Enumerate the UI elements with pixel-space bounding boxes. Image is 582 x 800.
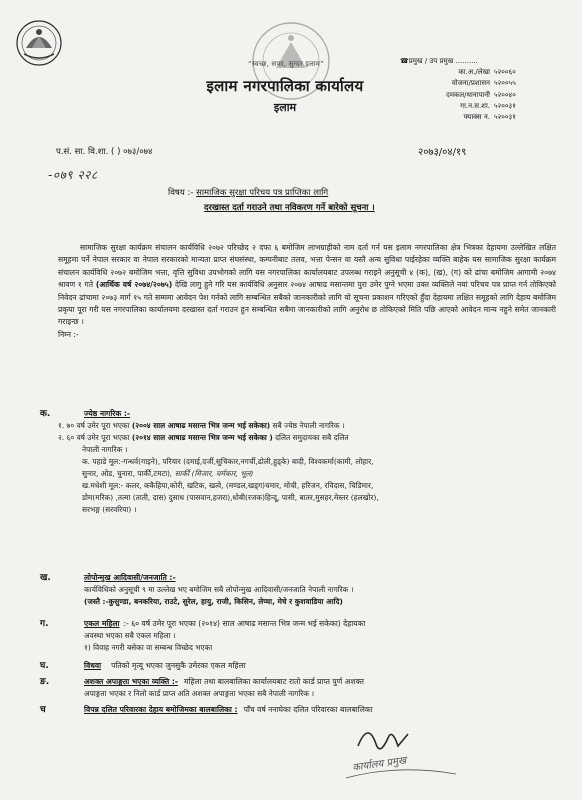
section-title: लोपोन्मुख आदिवासी/जनजाति :- bbox=[84, 573, 176, 582]
handwritten-addition: , सार्की (मिजार, चर्मकार, भूल) bbox=[170, 469, 254, 478]
section-line: :- ६० वर्ष उमेर पूरा भएका (२०१४) साल आषाढ मसान्त भित्र जन्म भई सकेका) देहायका bbox=[123, 619, 366, 628]
section-line: १) विवाह नगरी बसेका वा सम्बन्ध विच्छेद भएका bbox=[84, 643, 213, 652]
letter-date: २०७३/०४/१९ bbox=[418, 147, 467, 158]
subject-block bbox=[168, 186, 548, 216]
contact-label: फ्याक्स न. bbox=[463, 113, 490, 122]
contact-value: ५२००३१ bbox=[494, 101, 516, 110]
handwritten-dispatch-number: -०७९ २२८ bbox=[48, 168, 98, 182]
contact-value: ५२००६० bbox=[494, 68, 516, 77]
office-place: इलाम bbox=[273, 101, 297, 114]
subject-line-1 bbox=[168, 186, 548, 201]
contact-row bbox=[394, 112, 574, 123]
contact-label: गा.न.स.शा. bbox=[460, 101, 490, 110]
office-name: इलाम नगरपालिका कार्यालय bbox=[206, 77, 364, 95]
section-line: महिला तथा बालबालिका कार्यालयबाट रातो कार्ड प्राप्त पुर्ण अशक्त bbox=[184, 677, 364, 686]
section-letter: च bbox=[40, 705, 46, 715]
section-title: ज्येष्ठ नागरिक :- bbox=[84, 409, 131, 418]
body-text-bold: (आर्थिक वर्ष २०७४/२०७५) bbox=[95, 280, 173, 290]
contact-head: ☎प्रमुख / उप प्रमुख .......... bbox=[400, 57, 478, 65]
notice-body bbox=[58, 242, 556, 341]
section-letter: घ. bbox=[40, 661, 49, 671]
subject-line-2: दरखास्त दर्ता गराउने तथा नविकरण गर्ने बारेको सूचना । bbox=[204, 203, 375, 213]
section-gha-header bbox=[40, 660, 560, 672]
contact-label: दमकल/थानापानी bbox=[446, 90, 490, 99]
section-cha bbox=[40, 704, 560, 716]
list-item bbox=[40, 420, 560, 432]
section-line: (जस्तै :-कुसुण्डा, बनकरिया, राउटे, सुरेल, हायु, राजी, किसिन, लेप्चा, मेचे र कुशवाडिया आदि) bbox=[84, 597, 343, 606]
subject-text-1: सामाजिक सुरक्षा परिचय पत्र प्राप्तिका लागि bbox=[196, 188, 329, 198]
sub-item-madhesh: ख.मधेशी मूल:- कलर, ककैहिया,कोरी, खटिक, खत्वे, (मण्डल,खड्ग)चमार, मोची, हरिजन, रविदास, चिडिमार, bbox=[82, 481, 374, 490]
section-ga bbox=[40, 618, 560, 654]
item-bold: (२००४ साल आषाढ मसान्त भित्र जन्म भई सकेका) bbox=[131, 421, 271, 430]
contact-label: योजना/प्रशासन bbox=[451, 79, 490, 88]
list-item bbox=[40, 432, 560, 444]
subject-prefix: विषय :- bbox=[168, 188, 194, 198]
body-text-1: सामाजिक सुरक्षा कार्यक्रम संचालन कार्यविधि २०७२ परिच्छेद २ दफा ६ बमोजिम लाभग्राहीको नाम दर्ता गर्न यस इलाम नगरपालिका क्षेत्र भित्रका देहायमा उल्लेखित लक्षित समूहमा पर्ने नेपाल सरकार वा नेपाल सरकारको मान्यता प्राप्त संघसंस्था, कम्पनीबाट तलव, भत्ता पेन्सन वा यस्तै अन्य सुविधा पाईरहेका व्यक्ति बाहेक यस सामाजिक सुरक्षा कार्यक्रम संचालन कार्यविधि २०७२ बमोजिम भत्ता, वृत्ति सुविधा उपभोगको लागि यस नगरपालिका कार्यालयबाट उपलब्ध गराइने अनुसूची ४ (क), (ख), (ग) को ढांचा बमोजिम आगामी २०७४ श्रावण १ गते bbox=[58, 243, 556, 290]
contact-value: ५२००४० bbox=[494, 90, 516, 99]
contact-value: ५२००३१ bbox=[494, 113, 516, 122]
section-line: पाँच वर्ष ननाघेका दलित परिवारका बालबालिका bbox=[243, 705, 373, 714]
section-title: विपन्न दलित परिवारका देहाय बमोजिमका बालबालिका : bbox=[84, 705, 238, 714]
contact-row bbox=[394, 78, 574, 89]
contact-label: का.अ./लेखा bbox=[458, 68, 490, 77]
contact-row bbox=[394, 90, 574, 101]
item-bold: (२०१४ साल आषाढ मसान्त भित्र जन्म भई सकेका ) bbox=[131, 433, 273, 442]
section-ka-header bbox=[40, 408, 560, 420]
section-title: विधवा bbox=[84, 661, 102, 670]
section-kha bbox=[40, 572, 560, 608]
sub-item-hill-cont bbox=[40, 468, 560, 480]
sub-item-madhesh-cont: सरभङ्ग (सरवरिया) । bbox=[82, 505, 137, 514]
section-title: एकल महिला bbox=[84, 619, 120, 628]
item-text: १. ७० वर्ष उमेर पूरा भएका bbox=[58, 421, 130, 430]
section-line: पतिको मृत्यू भएका जुनसुकै उमेरका एकल महिला bbox=[111, 661, 246, 670]
section-letter: ख. bbox=[40, 573, 51, 583]
item-text: सबै ज्येष्ठ नेपाली नागरिक । bbox=[272, 421, 345, 430]
section-letter: ङ. bbox=[40, 677, 50, 687]
section-line: अवस्था भएका सबै एकल महिला । bbox=[84, 631, 176, 640]
contact-row bbox=[394, 67, 574, 78]
section-gha bbox=[40, 660, 560, 672]
nepal-emblem-icon bbox=[14, 18, 64, 68]
signature-icon bbox=[338, 716, 478, 786]
sub-item-hill: क. पहाडे मूल:-गन्धर्व(गाइने), परियार (दमाई,दर्जी,सुचिकार,नगर्ची,ढोली,हुड्के) बादी, विश्वकर्मा(कामी, लोहार, bbox=[82, 457, 374, 466]
contact-row bbox=[394, 101, 574, 112]
item-text: सुनार, ओड, चुनारा, पार्की,टमटा) bbox=[82, 469, 171, 478]
section-line: कार्यविधिको अनुसूची ९ मा उल्लेख भए बमोजिम सबै लोपोन्मुख आदिवासी/जनजाति नेपाली नागरिक । bbox=[84, 585, 354, 594]
item-text: दलित समुदायका सबै दलित bbox=[275, 433, 349, 442]
office-motto: “स्वच्छ, सफा, सुन्दर इलाम” bbox=[248, 60, 324, 68]
sub-item-madhesh-cont: डोम(मरिक) ,तत्मा (ताती, दास) दुसाध (पासवान,हजरा),धोबी(रजक)हिन्दू, पासी, बातर,मुसहर,मेस्तर (हलखोर), bbox=[82, 493, 379, 502]
item-continuation: नेपाली नागरिक । bbox=[82, 445, 128, 454]
section-ka bbox=[40, 408, 560, 516]
section-letter: ग. bbox=[40, 619, 49, 629]
item-text: २. ६० वर्ष उमेर पूरा भएका bbox=[58, 433, 130, 442]
section-title: अशक्त अपाङ्गता भएका व्यक्ति :- bbox=[84, 677, 179, 686]
section-ga-header bbox=[40, 618, 560, 630]
body-text-2: देखि लागु हुने गरि यस कार्यविधि अनुसार २०७४ आषाढ मसान्तमा पुरा उमेर पुग्ने भएमा उक्त व्यक्तिले नयां परिचय पत्र प्राप्त गर्न तोकिएको निवेदन ढांचामा २०७३ मार्ग १५ गते सम्ममा आवेदन पेश गर्नको लागि सम्बन्धित सबैको जानकारीको लागि यो सूचना प्रकाशन गरिएको हुँदा देहायमा लक्षित समूहको लागि देहाय बमोजिम प्रकृया पूरा गरी यस नगरपालिका कार्यालयमा दरखास्त दर्ता गराउन हुन सम्बन्धित सबैमा जानकारीको लागि अनुरोध छ तोकिएको मिति पछि आएको आवेदन मान्य नहुने समेत जानकारी गराइन्छ । bbox=[58, 280, 557, 327]
reference-number: प.सं. सा. वि.शा. ( ) ०७३/०७४ bbox=[56, 147, 153, 157]
contact-value: ५२००५५ bbox=[494, 79, 516, 88]
nimna-label: निम्न :- bbox=[58, 329, 79, 339]
section-cha-header bbox=[40, 704, 560, 716]
contact-block bbox=[394, 56, 574, 123]
section-letter: क. bbox=[40, 409, 51, 419]
section-line: अपाङ्गता भएका र निलो कार्ड प्राप्त अति अशक्त अपाङ्गता भएका सबै नेपाली नागरिक । bbox=[84, 689, 315, 698]
section-nga bbox=[40, 676, 560, 700]
signature-stamp-text: कार्यालय प्रमुख bbox=[351, 755, 407, 774]
section-kha-header bbox=[40, 572, 560, 584]
section-nga-header bbox=[40, 676, 560, 688]
